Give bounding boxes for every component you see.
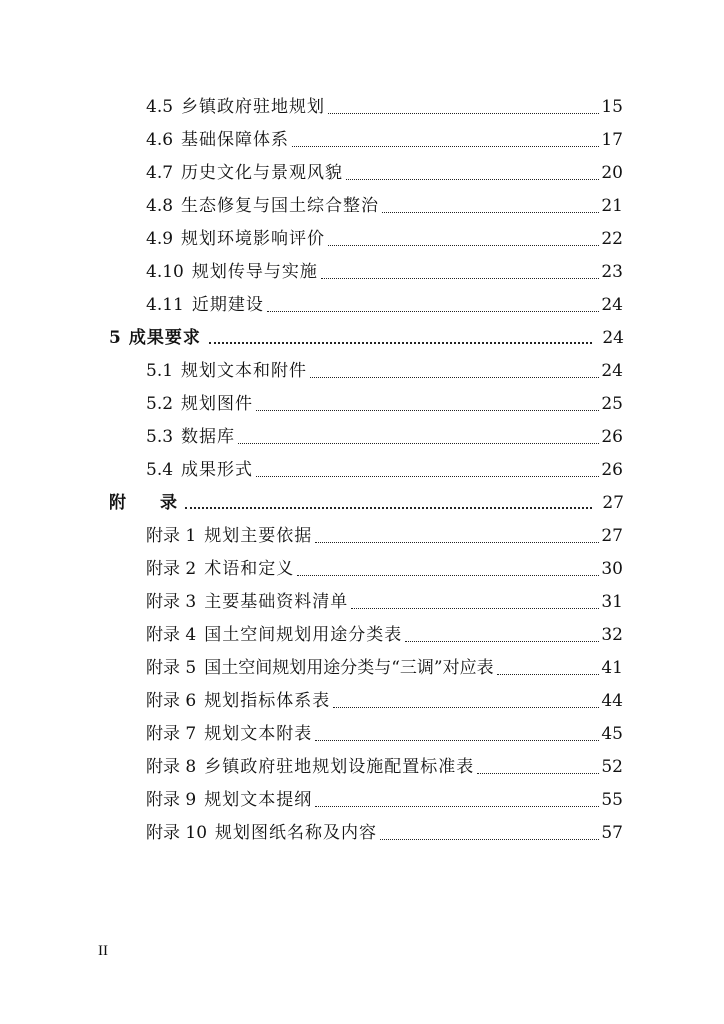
dot-leader [310, 363, 599, 378]
dot-leader [321, 264, 600, 279]
toc-entry-number: 附录 1 [146, 526, 197, 546]
toc-entry[interactable] [146, 129, 623, 151]
toc-entry-title: 成果要求 [128, 328, 201, 348]
toc-entry-number: 4.10 [146, 262, 184, 282]
toc-entry[interactable] [146, 723, 623, 745]
toc-entry-title: 数据库 [181, 427, 236, 447]
toc-entry-title: 规划指标体系表 [204, 691, 331, 711]
toc-entry-title: 国土空间规划用途分类表 [204, 625, 403, 645]
toc-entry[interactable] [146, 525, 623, 547]
toc-entry-page: 17 [601, 130, 623, 150]
toc-entry-title: 规划文本附表 [204, 724, 313, 744]
toc-entry-page: 15 [601, 97, 623, 117]
toc-entry-page: 32 [601, 625, 623, 645]
toc-entry-page: 25 [601, 394, 623, 414]
toc-entry-number: 附录 4 [146, 625, 197, 645]
dot-leader [315, 792, 599, 807]
toc-entry-title: 近期建设 [191, 295, 264, 315]
toc-entry-number: 附录 2 [146, 559, 197, 579]
toc-entry-number: 4.5 [146, 97, 174, 117]
toc-entry[interactable] [146, 393, 623, 415]
toc-entry-title: 成果形式 [181, 460, 254, 480]
toc-entry-page: 41 [601, 658, 623, 678]
dot-leader [333, 693, 599, 708]
toc-entry[interactable] [146, 261, 623, 283]
toc-entry-title: 规划图纸名称及内容 [215, 823, 378, 843]
toc-chapter-entry[interactable] [109, 327, 624, 349]
toc-entry[interactable] [146, 96, 623, 118]
toc-entry-page: 52 [601, 757, 623, 777]
dot-leader [267, 297, 600, 312]
dot-leader [328, 231, 599, 246]
toc-entry-title: 乡镇政府驻地规划设施配置标准表 [204, 757, 475, 777]
toc-entry-title: 规划文本提纲 [204, 790, 313, 810]
toc-entry-title: 规划文本和附件 [181, 361, 308, 381]
toc-entry-number: 5 [109, 328, 121, 348]
dot-leader [497, 660, 600, 675]
toc-entry-page: 21 [601, 196, 623, 216]
toc-entry[interactable] [146, 195, 623, 217]
toc-entry-number: 附 [109, 493, 126, 513]
toc-entry-page: 27 [601, 526, 623, 546]
toc-entry[interactable] [146, 294, 623, 316]
toc-entry-title: 规划主要依据 [204, 526, 313, 546]
toc-entry-number: 4.6 [146, 130, 174, 150]
toc-entry-page: 24 [601, 295, 623, 315]
dot-leader [477, 759, 599, 774]
toc-entry-number: 5.4 [146, 460, 174, 480]
toc-entry-title: 录 [160, 493, 177, 513]
toc-entry-page: 31 [601, 592, 623, 612]
toc-entry-page: 55 [601, 790, 623, 810]
toc-entry-title: 术语和定义 [204, 559, 295, 579]
toc-entry-title: 规划环境影响评价 [181, 229, 326, 249]
toc-entry-number: 5.3 [146, 427, 174, 447]
toc-entry[interactable] [146, 756, 623, 778]
dot-leader [185, 493, 592, 509]
toc-entry-title: 生态修复与国土综合整治 [181, 196, 380, 216]
toc-entry-page: 22 [601, 229, 623, 249]
dot-leader [297, 561, 599, 576]
dot-leader [256, 396, 599, 411]
toc-entry-title: 规划图件 [181, 394, 254, 414]
toc-entry[interactable] [146, 228, 623, 250]
toc-entry-number: 4.7 [146, 163, 174, 183]
toc-entry-number: 5.2 [146, 394, 174, 414]
toc-entry-title: 主要基础资料清单 [204, 592, 349, 612]
dot-leader [380, 825, 599, 840]
toc-entry-number: 附录 8 [146, 757, 197, 777]
dot-leader [315, 528, 599, 543]
toc-entry-page: 24 [601, 361, 623, 381]
toc-entry[interactable] [146, 426, 623, 448]
toc-entry[interactable] [146, 591, 623, 613]
dot-leader [346, 165, 599, 180]
toc-entry-number: 5.1 [146, 361, 174, 381]
dot-leader [292, 132, 599, 147]
toc-entry[interactable] [146, 558, 623, 580]
dot-leader [351, 594, 599, 609]
toc-entry-number: 附录 10 [146, 823, 208, 843]
dot-leader [209, 328, 593, 344]
toc-entry-page: 23 [601, 262, 623, 282]
toc-entry-number: 附录 5 [146, 658, 197, 678]
toc-entry-page: 27 [602, 493, 624, 513]
toc-entry-number: 附录 6 [146, 691, 197, 711]
toc-entry-number: 4.9 [146, 229, 174, 249]
toc-entry-title: 国土空间规划用途分类与“三调”对应表 [204, 658, 494, 678]
toc-entry[interactable] [146, 789, 623, 811]
toc-entry[interactable] [146, 690, 623, 712]
dot-leader [256, 462, 599, 477]
toc-entry-page: 26 [601, 460, 623, 480]
toc-entry-page: 26 [601, 427, 623, 447]
toc-entry-page: 44 [601, 691, 623, 711]
toc-entry-page: 24 [602, 328, 624, 348]
toc-entry-page: 20 [601, 163, 623, 183]
dot-leader [328, 99, 599, 114]
toc-entry-title: 历史文化与景观风貌 [181, 163, 344, 183]
toc-entry[interactable] [146, 459, 623, 481]
toc-entry[interactable] [146, 360, 623, 382]
toc-entry-title: 基础保障体系 [181, 130, 290, 150]
dot-leader [405, 627, 599, 642]
toc-appendix-heading[interactable] [109, 492, 624, 514]
toc-entry-number: 4.8 [146, 196, 174, 216]
toc-entry[interactable] [146, 822, 623, 844]
toc-entry-page: 30 [601, 559, 623, 579]
toc-entry-number: 4.11 [146, 295, 184, 315]
page-number: II [98, 943, 108, 959]
toc-entry-number: 附录 7 [146, 724, 197, 744]
toc-entry-number: 附录 3 [146, 592, 197, 612]
toc-entry[interactable] [146, 624, 623, 646]
dot-leader [238, 429, 599, 444]
toc-entry[interactable] [146, 657, 623, 679]
toc-entry[interactable] [146, 162, 623, 184]
toc-entry-title: 规划传导与实施 [191, 262, 318, 282]
toc-entry-title: 乡镇政府驻地规划 [181, 97, 326, 117]
toc-entry-page: 57 [601, 823, 623, 843]
toc-entry-number: 附录 9 [146, 790, 197, 810]
dot-leader [382, 198, 599, 213]
dot-leader [315, 726, 599, 741]
toc-entry-page: 45 [601, 724, 623, 744]
